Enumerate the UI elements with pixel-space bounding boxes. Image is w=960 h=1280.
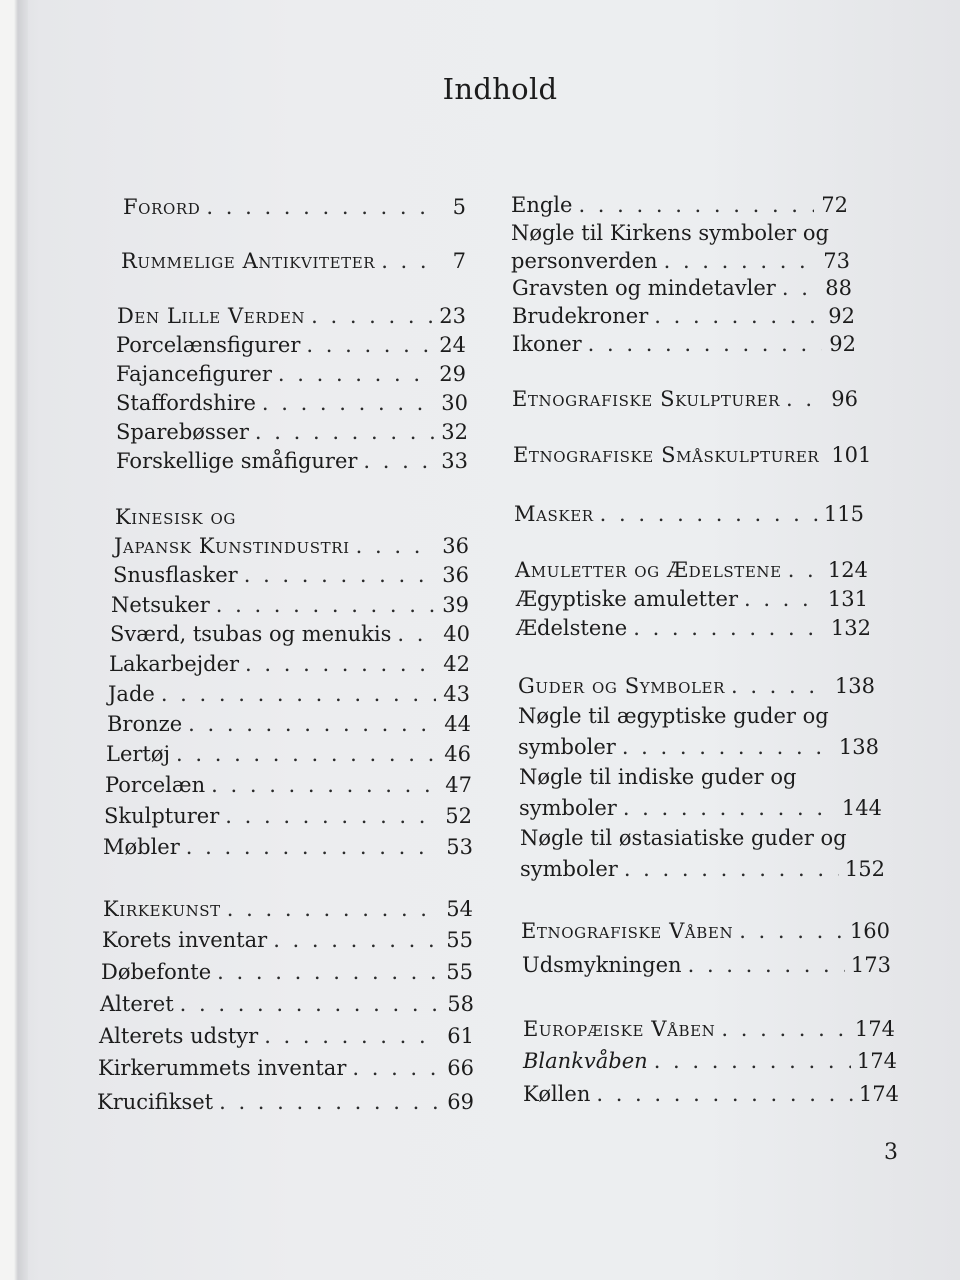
right_column-entry [518, 704, 829, 734]
dot-leader [363, 449, 434, 473]
entry-page-number: 92 [828, 304, 855, 328]
entry-page-number: 54 [446, 897, 473, 921]
right_column-entry [520, 826, 847, 856]
left_column-entry [99, 1024, 474, 1054]
left_column-entry [116, 391, 468, 421]
entry-title: Ægyptiske amuletter [516, 587, 738, 611]
right_column-entry [523, 1017, 895, 1047]
entry-title: Udsmykningen [522, 953, 682, 977]
dot-leader [600, 502, 818, 526]
entry-page-number: 66 [447, 1056, 474, 1080]
dot-leader [227, 897, 439, 921]
entry-page-number: 40 [443, 622, 470, 646]
dot-leader [188, 712, 437, 736]
dot-leader [217, 960, 439, 984]
right_column-entry [514, 502, 864, 532]
dot-leader [381, 249, 432, 273]
entry-page-number: 132 [830, 616, 871, 640]
left_column-entry [103, 835, 473, 865]
right_column-entry [511, 221, 829, 251]
left_column-entry [111, 593, 469, 623]
entry-title: Lakarbejder [109, 652, 240, 676]
entry-page-number: 61 [447, 1024, 474, 1048]
dot-leader [255, 420, 434, 444]
entry-title: symboler [519, 796, 617, 820]
entry-title: Porcelænsfigurer [116, 333, 301, 357]
right_column-entry [518, 735, 879, 765]
entry-title: Kirkerummets inventar [98, 1056, 347, 1080]
entry-page-number: 39 [442, 593, 469, 617]
entry-title: personverden [511, 249, 658, 273]
entry-title: symboler [518, 735, 616, 759]
entry-title: Sparebøsser [116, 420, 249, 444]
entry-page-number: 44 [444, 712, 471, 736]
entry-page-number: 52 [445, 804, 472, 828]
entry-title: Ikoner [512, 332, 582, 356]
entry-title: Engle [511, 193, 573, 217]
left_column-entry [106, 742, 471, 772]
entry-title: Kinesisk og [115, 505, 236, 529]
left_column-entry [114, 534, 469, 564]
entry-title: Europæiske Våben [523, 1017, 716, 1041]
right_column-entry [521, 919, 890, 949]
entry-page-number: 30 [441, 391, 468, 415]
entry-page-number: 101 [831, 443, 872, 467]
entry-title: Bronze [107, 712, 183, 736]
dot-leader [744, 587, 822, 611]
entry-title: Guder og Symboler [518, 674, 725, 698]
dot-leader [739, 919, 844, 943]
left_column-entry [123, 195, 466, 225]
left_column-entry [116, 333, 466, 363]
entry-title: Korets inventar [102, 928, 268, 952]
entry-title: Japansk Kunstindustri [114, 534, 350, 558]
right_column-entry [523, 1082, 899, 1112]
right_column-entry [512, 332, 856, 362]
left_column-entry [107, 712, 471, 742]
entry-title: Krucifikset [97, 1090, 214, 1114]
entry-title: Køllen [523, 1082, 591, 1106]
right_column-entry [511, 193, 848, 223]
entry-page-number: 29 [439, 362, 466, 386]
entry-page-number: 124 [827, 558, 868, 582]
entry-page-number: 88 [825, 276, 852, 300]
entry-title: Etnografiske Våben [521, 919, 734, 943]
dot-leader [211, 773, 438, 797]
dot-leader [225, 804, 438, 828]
entry-title: Blankvåben [523, 1049, 648, 1073]
right_column-entry [516, 587, 868, 617]
right_column-entry [519, 796, 882, 826]
dot-leader [731, 674, 829, 698]
right_column-entry [511, 249, 850, 279]
left_column-entry [100, 992, 474, 1022]
entry-page-number: 138 [838, 735, 879, 759]
entry-page-number: 23 [439, 304, 466, 328]
dot-leader [721, 1017, 849, 1041]
entry-page-number: 92 [829, 332, 856, 356]
dot-leader [622, 735, 833, 759]
dot-leader [664, 249, 816, 273]
entry-title: Staffordshire [116, 391, 256, 415]
entry-title: Jade [108, 682, 155, 706]
dot-leader [245, 652, 436, 676]
entry-page-number: 47 [445, 773, 472, 797]
dot-leader [654, 1049, 851, 1073]
right_column-entry [515, 558, 868, 588]
left_column-entry [103, 897, 473, 927]
entry-page-number: 58 [447, 992, 474, 1016]
right_column-entry [512, 304, 855, 334]
entry-page-number: 36 [442, 534, 469, 558]
entry-title: Masker [514, 502, 594, 526]
dot-leader [397, 622, 436, 646]
right_column-entry [522, 953, 891, 983]
right_column-entry [523, 1049, 897, 1079]
entry-title: Forord [123, 195, 201, 219]
entry-page-number: 43 [443, 682, 470, 706]
entry-title: Etnografiske Småskulpturer [513, 443, 820, 467]
entry-page-number: 33 [441, 449, 468, 473]
entry-title: Den Lille Verden [117, 304, 306, 328]
dot-leader [176, 742, 437, 766]
entry-page-number: 24 [439, 333, 466, 357]
entry-title: Forskellige småfigurer [116, 449, 358, 473]
right_column-entry [512, 276, 852, 306]
entry-title: Møbler [103, 835, 180, 859]
dot-leader [311, 304, 432, 328]
entry-page-number: 174 [858, 1082, 899, 1106]
dot-leader [219, 1090, 440, 1114]
dot-leader [352, 1056, 440, 1080]
left_column-entry [101, 960, 473, 990]
left_column-entry [113, 563, 469, 593]
left_column-entry [105, 773, 472, 803]
entry-title: Alterets udstyr [99, 1024, 259, 1048]
entry-page-number: 174 [856, 1049, 897, 1073]
left_column-entry [116, 420, 468, 450]
left_column-entry [115, 505, 236, 535]
dot-leader [161, 682, 436, 706]
entry-page-number: 138 [834, 674, 875, 698]
entry-title: Gravsten og mindetavler [512, 276, 776, 300]
entry-page-number: 73 [823, 249, 850, 273]
dot-leader [264, 1024, 440, 1048]
dot-leader [262, 391, 434, 415]
entry-page-number: 174 [854, 1017, 895, 1041]
entry-title: Døbefonte [101, 960, 212, 984]
entry-title: Etnografiske Skulpturer [512, 387, 781, 411]
right_column-entry [520, 857, 885, 887]
entry-page-number: 7 [452, 249, 466, 273]
entry-title: Ædelstene [516, 616, 628, 640]
left_column-entry [97, 1090, 474, 1120]
dot-leader [186, 835, 439, 859]
dot-leader [273, 928, 439, 952]
entry-page-number: 42 [443, 652, 470, 676]
entry-title: Brudekroner [512, 304, 649, 328]
entry-title: Fajancefigurer [116, 362, 272, 386]
left_column-entry [116, 449, 468, 479]
entry-page-number: 96 [831, 387, 858, 411]
entry-page-number: 160 [849, 919, 890, 943]
left_column-entry [110, 622, 470, 652]
entry-page-number: 72 [821, 193, 848, 217]
entry-page-number: 69 [447, 1090, 474, 1114]
dot-leader [180, 992, 440, 1016]
entry-page-number: 32 [441, 420, 468, 444]
left_column-entry [121, 249, 466, 279]
dot-leader [633, 616, 825, 640]
right_column-entry [518, 674, 875, 704]
dot-leader [654, 304, 821, 328]
page-binding-edge [0, 0, 28, 1280]
entry-page-number: 152 [844, 857, 885, 881]
entry-title: Nøgle til ægyptiske guder og [518, 704, 829, 728]
dot-leader [216, 593, 435, 617]
entry-page-number: 55 [446, 928, 473, 952]
entry-title: Amuletter og Ædelstene [515, 558, 782, 582]
left_column-entry [102, 928, 473, 958]
dot-leader [786, 387, 824, 411]
left_column-entry [116, 362, 466, 392]
page-title: Indhold [442, 72, 558, 106]
entry-page-number: 46 [444, 742, 471, 766]
entry-title: Nøgle til Kirkens symboler og [511, 221, 829, 245]
entry-title: Porcelæn [105, 773, 206, 797]
entry-page-number: 115 [823, 502, 864, 526]
entry-title: Snusflasker [113, 563, 238, 587]
entry-title: Alteret [100, 992, 174, 1016]
entry-page-number: 131 [827, 587, 868, 611]
right_column-entry [512, 387, 858, 417]
dot-leader [782, 276, 818, 300]
entry-title: Kirkekunst [103, 897, 221, 921]
entry-page-number: 144 [841, 796, 882, 820]
left_column-entry [108, 682, 470, 712]
dot-leader [624, 857, 839, 881]
entry-title: Netsuker [111, 593, 210, 617]
entry-page-number: 53 [446, 835, 473, 859]
dot-leader [623, 796, 836, 820]
dot-leader [206, 195, 432, 219]
left_column-entry [117, 304, 466, 334]
dot-leader [578, 193, 814, 217]
dot-leader [356, 534, 435, 558]
dot-leader [244, 563, 435, 587]
entry-title: Rummelige Antikviteter [121, 249, 376, 273]
right_column-entry [519, 765, 796, 795]
entry-title: Nøgle til indiske guder og [519, 765, 797, 789]
dot-leader [588, 332, 822, 356]
entry-page-number: 173 [850, 953, 891, 977]
entry-page-number: 55 [446, 960, 473, 984]
right_column-entry [516, 616, 871, 646]
entry-page-number: 5 [452, 195, 466, 219]
entry-title: Sværd, tsubas og menukis [110, 622, 392, 646]
entry-title: Lertøj [106, 742, 171, 766]
dot-leader [278, 362, 432, 386]
entry-title: Nøgle til østasiatiske guder og [520, 826, 847, 850]
right_column-entry [513, 443, 872, 473]
page-number: 3 [884, 1140, 898, 1165]
dot-leader [596, 1082, 853, 1106]
left_column-entry [104, 804, 472, 834]
dot-leader [788, 558, 822, 582]
dot-leader [688, 953, 845, 977]
left_column-entry [109, 652, 470, 682]
entry-title: symboler [520, 857, 618, 881]
entry-page-number: 36 [442, 563, 469, 587]
left_column-entry [98, 1056, 474, 1086]
dot-leader [306, 333, 432, 357]
entry-title: Skulpturer [104, 804, 220, 828]
